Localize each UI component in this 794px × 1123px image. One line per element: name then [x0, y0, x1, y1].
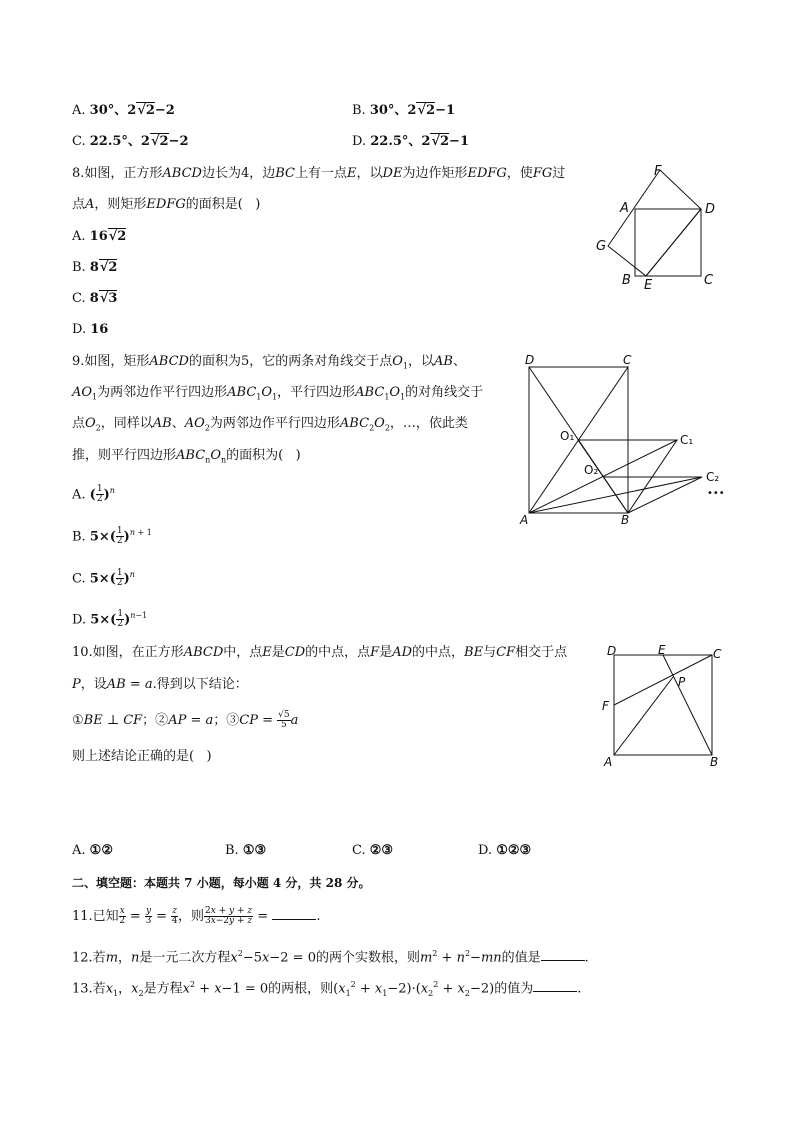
label-a: A	[604, 755, 613, 769]
label-d: D	[525, 353, 535, 367]
q8-option-b: B. 8√2	[72, 260, 118, 275]
q11-stem: 11.已知 $\frac{x}{2}$ = $\frac{y}{3}$ = $\frac{z}{4}$ ，则 $\frac{2x + y + z}{3x-2y + z}$ = .	[72, 906, 321, 926]
q8-stem-line2: 点A，则矩形EDFG的面积是( )	[72, 197, 261, 212]
q10-stem-line1: 10.如图，在正方形ABCD中，点E是CD的中点，点F是AD的中点，BE与CF相交于点	[72, 645, 568, 660]
q9-stem-line2: $AO_1$为两邻边作平行四边形$ABC_1O_1$，平行四边形$ABC_1O_1$的对角线交于	[72, 385, 484, 402]
square-abcd	[614, 655, 712, 755]
section2-heading: 二、填空题：本题共 7 小题，每小题 4 分，共 28 分。	[72, 876, 371, 890]
label-g: G	[596, 239, 607, 254]
q10-conclusions: ①BE ⊥ CF；②AP = a；③CP = $\frac{√5}{5}$ a	[72, 710, 299, 730]
label-a: A	[620, 201, 629, 216]
q10-stem-line2: P，设AB = a.得到以下结论：	[72, 677, 248, 692]
label-b: B	[622, 273, 631, 288]
label-e: E	[658, 643, 666, 657]
label-d: D	[705, 202, 716, 217]
q8-stem-line1: 8.如图，正方形ABCD边长为4，边BC上有一点E，以DE为边作矩形EDFG，使FG过	[72, 166, 566, 181]
q7-option-c: C. 22.5°、2√2−2	[72, 134, 189, 149]
answer-blank[interactable]	[541, 948, 585, 961]
q9-option-a: A. ( $\frac{1}{2}$ )$^n$	[72, 484, 115, 505]
q8-option-c: C. 8√3	[72, 291, 118, 306]
label-e: E	[644, 278, 653, 293]
q9-stem-line3: 点$O_2$，同样以AB、$AO_2$为两邻边作平行四边形$ABC_2O_2$，…，依此类	[72, 416, 468, 433]
label-c: C	[704, 273, 714, 288]
label-b: B	[710, 755, 719, 769]
label-c1: C₁	[680, 433, 694, 447]
label-c2: C₂	[706, 470, 720, 484]
q9-stem-line4: 推，则平行四边形$ABC_nO_n$的面积为( )	[72, 448, 301, 465]
label-d: D	[607, 644, 617, 658]
q7-option-b: B. 30°、2√2−1	[352, 103, 456, 118]
q7-option-a: A. 30°、2√2−2	[72, 103, 175, 118]
q8-option-d: D. 16	[72, 322, 109, 337]
q10-stem-line4: 则上述结论正确的是( )	[72, 749, 212, 764]
label-p: P	[678, 675, 686, 689]
label-f: F	[602, 699, 609, 713]
q9-option-b: B. 5×( $\frac{1}{2}$ )$^{n + 1}$	[72, 526, 152, 547]
q12-stem: 12.若m，n是一元二次方程$x^2-5x-2 = 0$的两个实数根，则$m^2 + n^2-mn$的值是 .	[72, 949, 589, 966]
q8-option-a: A. 16√2	[72, 229, 127, 244]
label-dots: •••	[707, 488, 725, 499]
answer-blank[interactable]	[533, 979, 577, 992]
q9-option-c: C. 5×( $\frac{1}{2}$ )$^n$	[72, 568, 135, 589]
q10-option-c: C. ②③	[352, 843, 394, 858]
q9-figure	[518, 350, 733, 530]
label-f: F	[654, 164, 662, 179]
q8-figure	[590, 160, 730, 295]
answer-blank[interactable]	[272, 907, 316, 920]
label-o1: O₁	[560, 429, 575, 443]
label-c: C	[623, 353, 632, 367]
q10-option-b: B. ①③	[225, 843, 267, 858]
q13-stem: 13.若$x_1$，$x_2$是方程$x^2 + x-1 = 0$的两根，则$(x_1^2 + x_1-2)\cdot(x_2^2 + x_2-2)$的值为 .	[72, 980, 582, 998]
q9-stem-line1: 9.如图，矩形ABCD的面积为5，它的两条对角线交于点$O_1$，以AB、	[72, 354, 466, 371]
label-o2: O₂	[584, 463, 599, 477]
rectangle-edfg	[608, 170, 701, 276]
q9-option-d: D. 5×( $\frac{1}{2}$ )$^{n-1}$	[72, 609, 148, 630]
q10-option-d: D. ①②③	[478, 843, 532, 858]
q10-figure	[598, 643, 728, 773]
label-a: A	[520, 513, 529, 527]
label-b: B	[621, 513, 630, 527]
q7-option-d: D. 22.5°、2√2−1	[352, 134, 469, 149]
label-c: C	[713, 647, 722, 661]
square-abcd	[635, 209, 701, 276]
q10-option-a: A. ①②	[72, 843, 113, 858]
